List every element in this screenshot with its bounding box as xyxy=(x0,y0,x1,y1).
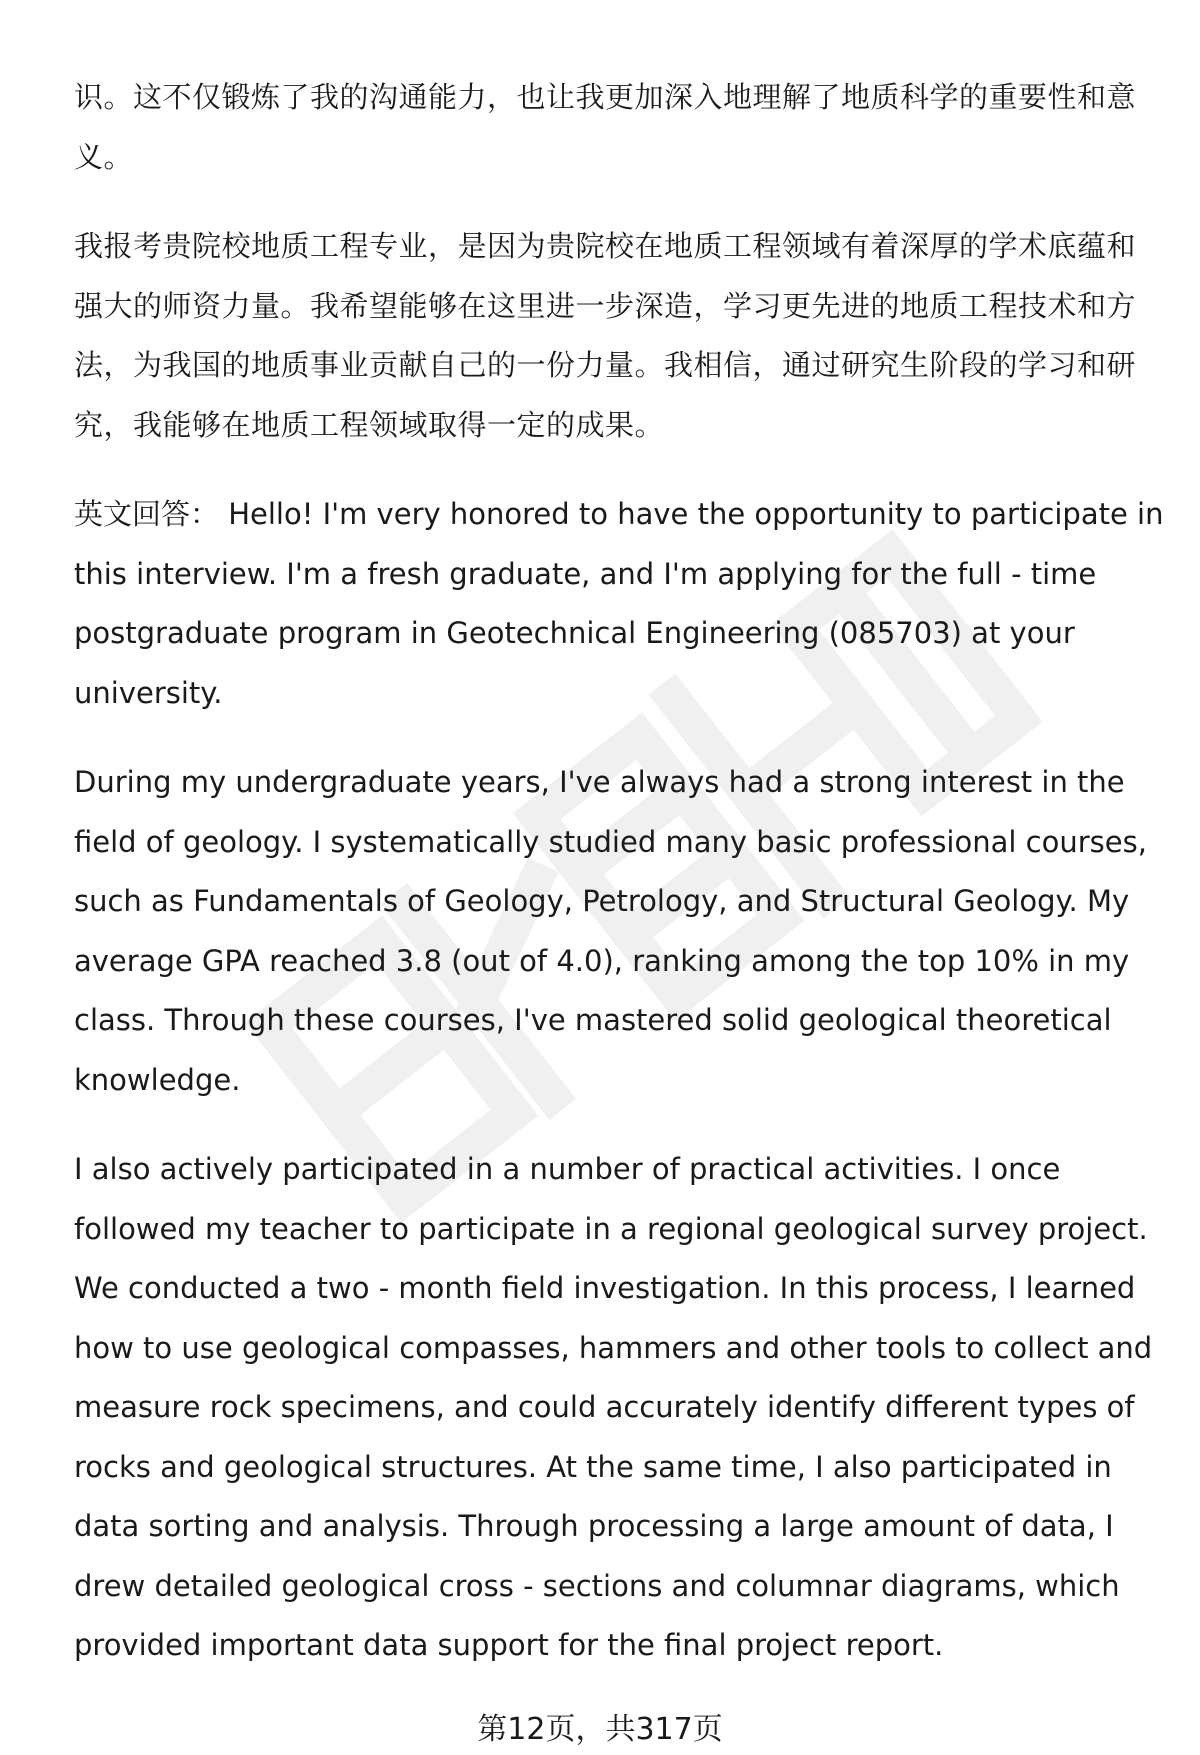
paragraph-5: I also actively participated in a number of practical activities. I once followed my teacher to participate in a regional geological survey project. We conducted a two - month field investigation. In this process, I learned how to use geological compasses, hammers and other tools to collect and measure rock specimens, and could accurately identify different types of rocks and geological structures. At the same time, I also participated in data sorting and analysis. Through processing a large amount of data, I drew detailed geological cross - sections and columnar diagrams, which provided important data support for the final project report. xyxy=(74,1152,1153,1662)
document-body xyxy=(74,68,1164,1676)
paragraph-1: 识。这不仅锻炼了我的沟通能力，也让我更加深入地理解了地质科学的重要性和意义。 xyxy=(74,80,1137,174)
paragraph-3: 英文回答： Hello! I'm very honored to have the opportunity to participate in this interview. I'm a fresh graduate, and I'm applying for the full - time postgraduate program in Geotechnical Engineering (085703) at your university. xyxy=(74,497,1164,710)
page-number-footer: 第12页，共317页 xyxy=(477,1712,723,1747)
paragraph-2: 我报考贵院校地质工程专业，是因为贵院校在地质工程领域有着深厚的学术底蕴和强大的师资力量。我希望能够在这里进一步深造，学习更先进的地质工程技术和方法，为我国的地质事业贡献自己的一份力量。我相信，通过研究生阶段的学习和研究，我能够在地质工程领域取得一定的成果。 xyxy=(74,229,1137,442)
paragraph-4: During my undergraduate years, I've always had a strong interest in the field of geology. I systematically studied many basic professional courses, such as Fundamentals of Geology, Petrology, and Structural Geology. My average GPA reached 3.8 (out of 4.0), ranking among the top 10% in my class. Through these courses, I've mastered solid geological theoretical knowledge. xyxy=(74,765,1147,1097)
